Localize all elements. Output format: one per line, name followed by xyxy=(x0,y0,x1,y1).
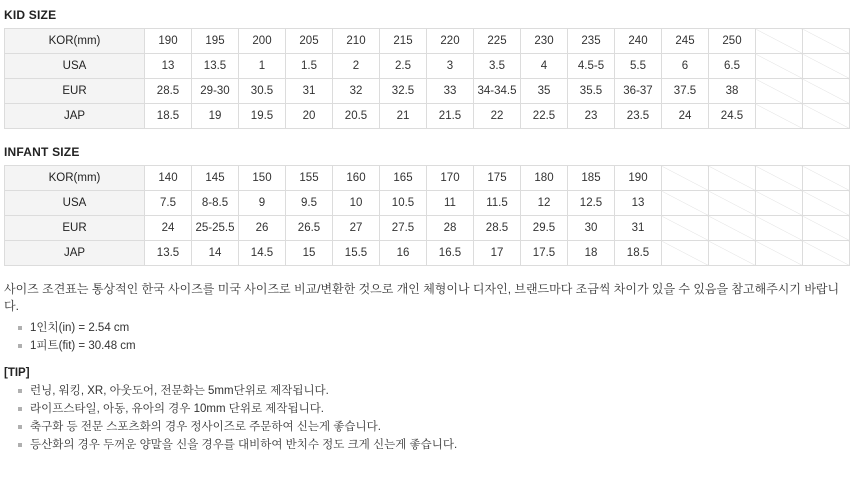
size-cell: 9 xyxy=(239,191,286,216)
size-cell: 190 xyxy=(615,166,662,191)
size-cell: 155 xyxy=(286,166,333,191)
empty-cell xyxy=(803,54,850,79)
size-cell: 19 xyxy=(192,104,239,129)
empty-cell xyxy=(709,166,756,191)
unit-note-list xyxy=(18,320,850,355)
row-header: JAP xyxy=(5,104,145,129)
size-cell: 150 xyxy=(239,166,286,191)
size-cell: 29.5 xyxy=(521,216,568,241)
size-cell: 29-30 xyxy=(192,79,239,104)
size-cell: 13 xyxy=(615,191,662,216)
empty-cell xyxy=(803,79,850,104)
empty-cell xyxy=(662,166,709,191)
size-cell: 225 xyxy=(474,29,521,54)
size-cell: 240 xyxy=(615,29,662,54)
size-cell: 24.5 xyxy=(709,104,756,129)
size-cell: 10.5 xyxy=(380,191,427,216)
size-cell: 3.5 xyxy=(474,54,521,79)
size-cell: 210 xyxy=(333,29,380,54)
size-cell: 3 xyxy=(427,54,474,79)
size-cell: 20 xyxy=(286,104,333,129)
size-cell: 18.5 xyxy=(145,104,192,129)
empty-cell xyxy=(662,241,709,266)
size-cell: 28.5 xyxy=(145,79,192,104)
row-header: EUR xyxy=(5,216,145,241)
row-header: JAP xyxy=(5,241,145,266)
empty-cell xyxy=(803,29,850,54)
size-cell: 2.5 xyxy=(380,54,427,79)
empty-cell xyxy=(709,216,756,241)
size-cell: 19.5 xyxy=(239,104,286,129)
kid-size-table-body xyxy=(5,29,850,129)
size-cell: 6.5 xyxy=(709,54,756,79)
infant-size-table-body xyxy=(5,166,850,266)
row-header: KOR(mm) xyxy=(5,29,145,54)
size-cell: 4.5-5 xyxy=(568,54,615,79)
empty-cell xyxy=(756,216,803,241)
size-cell: 200 xyxy=(239,29,286,54)
empty-cell xyxy=(662,191,709,216)
size-cell: 24 xyxy=(145,216,192,241)
size-cell: 8-8.5 xyxy=(192,191,239,216)
empty-cell xyxy=(803,166,850,191)
size-cell: 14 xyxy=(192,241,239,266)
size-cell: 175 xyxy=(474,166,521,191)
size-cell: 31 xyxy=(286,79,333,104)
infant-size-table xyxy=(4,165,850,266)
list-item: 런닝, 워킹, XR, 아웃도어, 전문화는 5mm단위로 제작됩니다. xyxy=(18,383,850,400)
kid-size-table xyxy=(4,28,850,129)
size-cell: 245 xyxy=(662,29,709,54)
size-cell: 220 xyxy=(427,29,474,54)
size-cell: 38 xyxy=(709,79,756,104)
table-row xyxy=(5,191,850,216)
size-cell: 32 xyxy=(333,79,380,104)
kid-size-title: KID SIZE xyxy=(4,8,57,22)
size-cell: 26 xyxy=(239,216,286,241)
row-header: EUR xyxy=(5,79,145,104)
size-cell: 2 xyxy=(333,54,380,79)
empty-cell xyxy=(709,241,756,266)
list-item: 1피트(fit) = 30.48 cm xyxy=(18,338,850,355)
list-item: 축구화 등 전문 스포츠화의 경우 정사이즈로 주문하여 신는게 좋습니다. xyxy=(18,419,850,436)
table-row xyxy=(5,79,850,104)
list-item: 1인치(in) = 2.54 cm xyxy=(18,320,850,337)
size-cell: 7.5 xyxy=(145,191,192,216)
size-cell: 37.5 xyxy=(662,79,709,104)
size-cell: 24 xyxy=(662,104,709,129)
size-cell: 165 xyxy=(380,166,427,191)
conversion-note: 사이즈 조견표는 통상적인 한국 사이즈를 미국 사이즈로 비교/변환한 것으로 개인 체형이나 디자인, 브랜드마다 조금씩 차이가 있을 수 있음을 참고해주시기 바랍니다. xyxy=(4,282,840,313)
empty-cell xyxy=(803,191,850,216)
size-cell: 31 xyxy=(615,216,662,241)
size-cell: 25-25.5 xyxy=(192,216,239,241)
empty-cell xyxy=(662,216,709,241)
row-header: USA xyxy=(5,54,145,79)
empty-cell xyxy=(756,166,803,191)
size-cell: 20.5 xyxy=(333,104,380,129)
size-cell: 14.5 xyxy=(239,241,286,266)
size-cell: 6 xyxy=(662,54,709,79)
size-cell: 140 xyxy=(145,166,192,191)
empty-cell xyxy=(756,241,803,266)
size-chart-page xyxy=(0,8,850,481)
size-cell: 28 xyxy=(427,216,474,241)
size-cell: 230 xyxy=(521,29,568,54)
size-cell: 235 xyxy=(568,29,615,54)
size-cell: 12 xyxy=(521,191,568,216)
size-cell: 23 xyxy=(568,104,615,129)
size-cell: 1 xyxy=(239,54,286,79)
size-cell: 21.5 xyxy=(427,104,474,129)
size-cell: 30.5 xyxy=(239,79,286,104)
list-item: 등산화의 경우 두꺼운 양말을 신을 경우를 대비하여 반치수 정도 크게 신는게 좋습니다. xyxy=(18,437,850,454)
size-cell: 13.5 xyxy=(145,241,192,266)
empty-cell xyxy=(803,104,850,129)
size-cell: 250 xyxy=(709,29,756,54)
row-header: USA xyxy=(5,191,145,216)
empty-cell xyxy=(756,191,803,216)
empty-cell xyxy=(756,54,803,79)
empty-cell xyxy=(756,29,803,54)
size-cell: 11.5 xyxy=(474,191,521,216)
size-cell: 180 xyxy=(521,166,568,191)
size-cell: 15 xyxy=(286,241,333,266)
size-cell: 34-34.5 xyxy=(474,79,521,104)
size-cell: 30 xyxy=(568,216,615,241)
size-cell: 28.5 xyxy=(474,216,521,241)
size-cell: 13 xyxy=(145,54,192,79)
size-cell: 36-37 xyxy=(615,79,662,104)
size-cell: 17.5 xyxy=(521,241,568,266)
size-cell: 1.5 xyxy=(286,54,333,79)
size-cell: 18 xyxy=(568,241,615,266)
size-cell: 35 xyxy=(521,79,568,104)
size-cell: 4 xyxy=(521,54,568,79)
table-row xyxy=(5,104,850,129)
size-cell: 205 xyxy=(286,29,333,54)
size-cell: 145 xyxy=(192,166,239,191)
table-row xyxy=(5,54,850,79)
size-cell: 170 xyxy=(427,166,474,191)
empty-cell xyxy=(803,241,850,266)
empty-cell xyxy=(803,216,850,241)
empty-cell xyxy=(756,104,803,129)
size-cell: 9.5 xyxy=(286,191,333,216)
empty-cell xyxy=(709,191,756,216)
size-cell: 17 xyxy=(474,241,521,266)
size-cell: 10 xyxy=(333,191,380,216)
table-row xyxy=(5,166,850,191)
size-cell: 13.5 xyxy=(192,54,239,79)
size-cell: 35.5 xyxy=(568,79,615,104)
size-cell: 16.5 xyxy=(427,241,474,266)
size-cell: 16 xyxy=(380,241,427,266)
size-cell: 185 xyxy=(568,166,615,191)
size-cell: 32.5 xyxy=(380,79,427,104)
size-cell: 18.5 xyxy=(615,241,662,266)
size-cell: 27 xyxy=(333,216,380,241)
table-row xyxy=(5,241,850,266)
size-cell: 33 xyxy=(427,79,474,104)
size-cell: 195 xyxy=(192,29,239,54)
size-cell: 190 xyxy=(145,29,192,54)
size-cell: 23.5 xyxy=(615,104,662,129)
size-cell: 12.5 xyxy=(568,191,615,216)
list-item: 라이프스타일, 아동, 유아의 경우 10mm 단위로 제작됩니다. xyxy=(18,401,850,418)
size-cell: 21 xyxy=(380,104,427,129)
size-cell: 27.5 xyxy=(380,216,427,241)
row-header: KOR(mm) xyxy=(5,166,145,191)
size-cell: 160 xyxy=(333,166,380,191)
size-cell: 22 xyxy=(474,104,521,129)
size-cell: 26.5 xyxy=(286,216,333,241)
tip-title: [TIP] xyxy=(4,367,30,379)
infant-size-title: INFANT SIZE xyxy=(4,145,80,159)
size-cell: 11 xyxy=(427,191,474,216)
table-row xyxy=(5,216,850,241)
table-row xyxy=(5,29,850,54)
size-cell: 22.5 xyxy=(521,104,568,129)
size-cell: 15.5 xyxy=(333,241,380,266)
size-cell: 215 xyxy=(380,29,427,54)
tip-list xyxy=(18,383,850,454)
size-cell: 5.5 xyxy=(615,54,662,79)
empty-cell xyxy=(756,79,803,104)
